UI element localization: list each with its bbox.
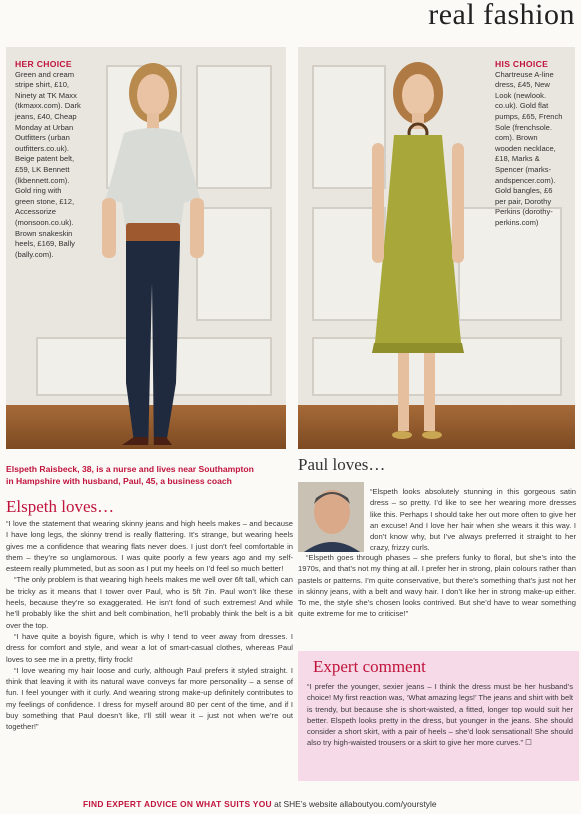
paul-loves-heading: Paul loves… [298,455,386,474]
caption-line: stripe shirt, £10, [15,80,70,90]
caption-line: outfitters.co.uk). [15,143,70,153]
elspeth-paragraph: “I love wearing my hair loose and curly, although Paul prefers it styled straight. I think that leaving it with its natural wave conveys far more personality – a sense of fun. I feel younger with it curly. And wearing strong make-up definitely contributes to my feelings of confidence. I dress for myself around 80 per cent of the time, and if I buy something that Paul doesn’t like, I’ll still wear it – just not when we’re out together!” [6,665,293,732]
caption-line: jeans, £40, Cheap [15,111,77,121]
elspeth-paragraph: “I love the statement that wearing skinny jeans and high heels makes – and because I have long legs, the skinny trend is really flattering. It’s strange, but wearing heels gives me a confidence that wearing flats never does. I just don’t feel comfortable in them – they’re so unglamorous. I was quite poorly a few years ago and my self-esteem really plummeted, but as soon as I put my heels on I’d feel so much better! [6,519,293,574]
her-choice-lines [15,70,107,261]
model-in-dress-figure [358,53,478,445]
elspeth-loves-heading: Elspeth loves… [6,497,115,516]
caption-line: co.uk). Gold flat [495,101,549,111]
caption-line: Brown snakeskin [15,228,73,238]
caption-line: heels, £169, Bally [15,239,75,249]
paul-portrait [298,482,364,552]
footer-link-text[interactable]: at SHE’s website allaboutyou.com/yourstyle [271,799,437,809]
paul-quote-1: “Elspeth looks absolutely stunning in this gorgeous satin dress – so pretty. I’d like to see her wearing more dresses like this. Perhaps I should take her out more often to give her an excuse! And I love her hair when she wears it this way. I don’t know why, but I’ve always preferred it straight to her crazy, frizzy curls. [370,487,576,553]
caption-line: pumps, £65, French [495,111,563,121]
paul-quote-2: “Elspeth goes through phases – she prefers funky to floral, but she’s into the 1970s, and that’s not my thing at all. I prefer her in strong, plain colours rather than pastels or patterns. I’m quite conservative, but there’s something that’s just not her in skinny jeans, with a belt and wavy hair. I don’t like her in strong make-up either. To me, the style she’s chosen looks contrived. But she’d have to wear something quite extreme for me to criticise!” [298,553,576,619]
caption-line: Gold bangles, £6 [495,186,553,196]
footer-highlight: FIND EXPERT ADVICE ON WHAT SUITS YOU [83,799,272,809]
caption-line: com). Brown [495,133,538,143]
her-choice-photo [6,47,286,449]
his-choice-title: HIS CHOICE [495,59,549,69]
caption-line: Beige patent belt, [15,154,75,164]
caption-line: Green and cream [15,69,75,79]
expert-comment-text: “I prefer the younger, sexier jeans – I think the dress must be her husband’s choice! My first reaction was, ‘What amazing legs!’ The jeans and shirt with belt is trendy, but because she is short-waisted, a fitted, longer top would suit her better. Elspeth looks pretty in the dress, but younger in the jeans. She should consider a short skirt, with a pair of heels – she’d look sensational! She should also try high-waisted trousers or a skirt to give her more curves.” ☐ [307,682,573,748]
elspeth-paragraph: “The only problem is that wearing high heels makes me well over 6ft tall, which can be tricky as it means that I tower over Paul, who is 5ft 7in. Paul won’t like these heels, because they’re so exaggerated. He isn’t fond of such extremes! And while he’ll probably like the shirt and belt combination, he’ll probably think the belt is a bit over the top. [6,575,293,630]
caption-line: (lkbennett.com). [15,175,70,185]
section-title: real fashion [428,0,575,31]
subject-line: in Hampshire with husband, Paul, 45, a business coach [6,475,232,486]
model-in-jeans-figure [96,53,226,445]
caption-line: Perkins (dorothy- [495,207,553,217]
caption-line: wooden necklace, [495,143,556,153]
her-choice-title: HER CHOICE [15,59,72,69]
caption-line: perkins.com) [495,217,539,227]
expert-comment-heading: Expert comment [313,657,426,676]
elspeth-quote [6,518,293,733]
subject-line: Elspeth Raisbeck, 38, is a nurse and lives near Southampton [6,464,254,474]
caption-line: green stone, £12, [15,196,75,206]
caption-line: Accessorize [15,207,56,217]
footer-promo [83,799,437,809]
caption-line: Spencer (marks- [495,164,552,174]
caption-line: dress, £45, New [495,80,550,90]
caption-line: Gold ring with [15,186,62,196]
caption-line: per pair, Dorothy [495,196,552,206]
caption-line: (monsoon.co.uk). [15,217,74,227]
caption-line: Sole (frenchsole. [495,122,552,132]
caption-line: Chartreuse A-line [495,69,554,79]
his-choice-caption [495,59,571,229]
caption-line: £59, LK Bennett [15,164,70,174]
his-choice-lines [495,70,571,229]
elspeth-paragraph: “I have quite a boyish figure, which is why I tend to veer away from dresses. I dress for comfort and style, and wear a lot of smart-casual clothes, whereas Paul loves to see me in a pretty, flirty frock! [6,631,293,664]
caption-line: Ninety at TK Maxx [15,90,77,100]
caption-line: (bally.com). [15,249,54,259]
caption-line: Outfitters (urban [15,133,70,143]
caption-line: andspencer.com). [495,175,556,185]
his-choice-photo [298,47,575,449]
caption-line: (tkmaxx.com). Dark [15,101,81,111]
caption-line: Look (newlook. [495,90,547,100]
her-choice-caption [15,59,107,260]
subject-intro [6,464,296,487]
caption-line: £18, Marks & [495,154,540,164]
caption-line: Monday at Urban [15,122,74,132]
